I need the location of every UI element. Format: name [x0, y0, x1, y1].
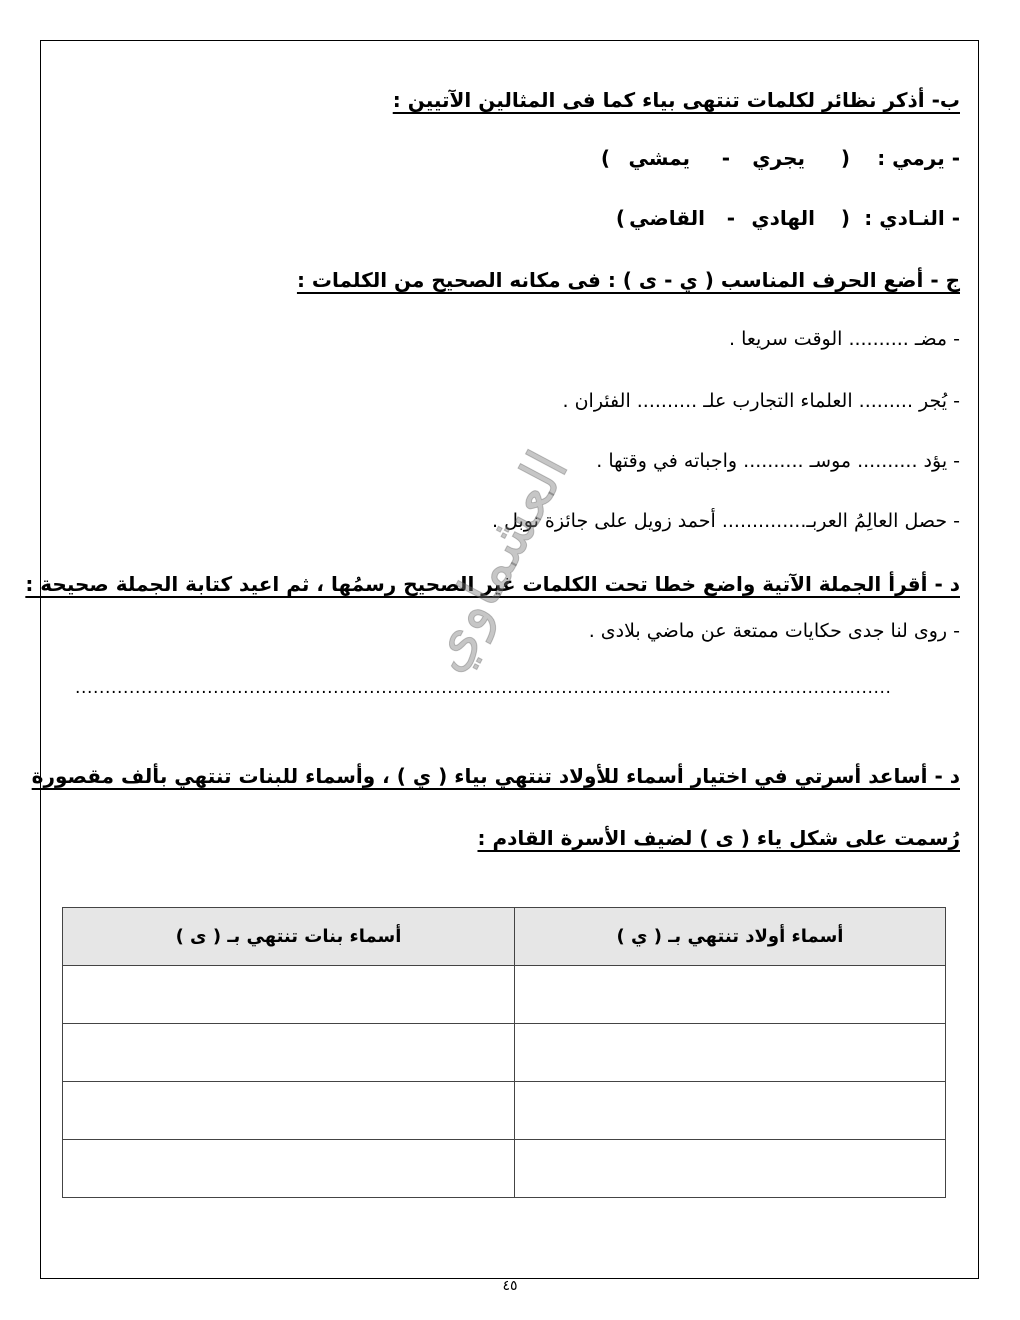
table-row: [63, 1082, 946, 1140]
example-first: يجري: [752, 146, 805, 170]
table-row: [63, 1140, 946, 1198]
example-row-1: [601, 146, 960, 170]
correction-sentence: - روى لنا جدى حكايات ممتعة عن ماضي بلادى .: [588, 620, 960, 642]
boys-name-cell[interactable]: [515, 966, 946, 1024]
girls-name-cell[interactable]: [63, 1140, 515, 1198]
paren-close: ): [615, 206, 625, 230]
section-d1-heading: د - أقرأ الجملة الآتية واضع خطا تحت الكلمات غير الصحيح رسمُها ، ثم اعيد كتابة الجملة صحيحة :: [25, 572, 960, 596]
section-d2-heading-line1: د - أساعد أسرتي في اختيار أسماء للأولاد تنتهي بياء ( ي ) ، وأسماء للبنات تنتهي بألف مقصورة: [31, 764, 960, 788]
table-header-row: [63, 908, 946, 966]
section-d2-heading-line2: رُسمت على شكل ياء ( ى ) لضيف الأسرة القادم :: [477, 826, 960, 850]
fill-sentence-1: - مضـ .......... الوقت سريعا .: [729, 328, 960, 350]
watermark: العشماوي: [410, 439, 582, 682]
girls-name-cell[interactable]: [63, 966, 515, 1024]
table-row: [63, 1024, 946, 1082]
boys-name-cell[interactable]: [515, 1140, 946, 1198]
example-row-2: [616, 206, 960, 230]
example-second: يمشي: [628, 146, 690, 170]
answer-line[interactable]: ........................................................................................................................................: [75, 678, 892, 698]
names-table: [62, 907, 946, 1198]
example-word: - يرمي :: [877, 146, 960, 170]
paren-close: ): [600, 146, 610, 170]
boys-name-cell[interactable]: [515, 1082, 946, 1140]
boys-names-header: أسماء أولاد تنتهي بـ ( ي ): [515, 908, 946, 966]
table-row: [63, 966, 946, 1024]
girls-name-cell[interactable]: [63, 1024, 515, 1082]
example-word: - النـادي :: [864, 206, 960, 230]
paren-open: (: [840, 146, 850, 170]
girls-name-cell[interactable]: [63, 1082, 515, 1140]
girls-names-header: أسماء بنات تنتهي بـ ( ى ): [63, 908, 515, 966]
dash: -: [726, 206, 735, 230]
paren-open: (: [840, 206, 850, 230]
section-b-heading: ب- أذكر نظائر لكلمات تنتهى بياء كما فى المثالين الآتيين :: [392, 88, 960, 112]
boys-name-cell[interactable]: [515, 1024, 946, 1082]
example-second: القاضي: [629, 206, 705, 230]
section-c-heading: ج - أضع الحرف المناسب ( ي - ى ) : فى مكانه الصحيح من الكلمات :: [296, 268, 960, 292]
dash: -: [721, 146, 730, 170]
fill-sentence-4: - حصل العالِمُ العربـ.............. أحمد زويل على جائزة نوبل .: [492, 510, 960, 532]
fill-sentence-2: - يُجر ......... العلماء التجارب علـ .......... الفئران .: [562, 390, 960, 412]
page-number: ٤٥: [502, 1278, 518, 1294]
fill-sentence-3: - يؤد .......... موسـ .......... واجباته في وقتها .: [596, 450, 960, 472]
example-first: الهادي: [751, 206, 815, 230]
